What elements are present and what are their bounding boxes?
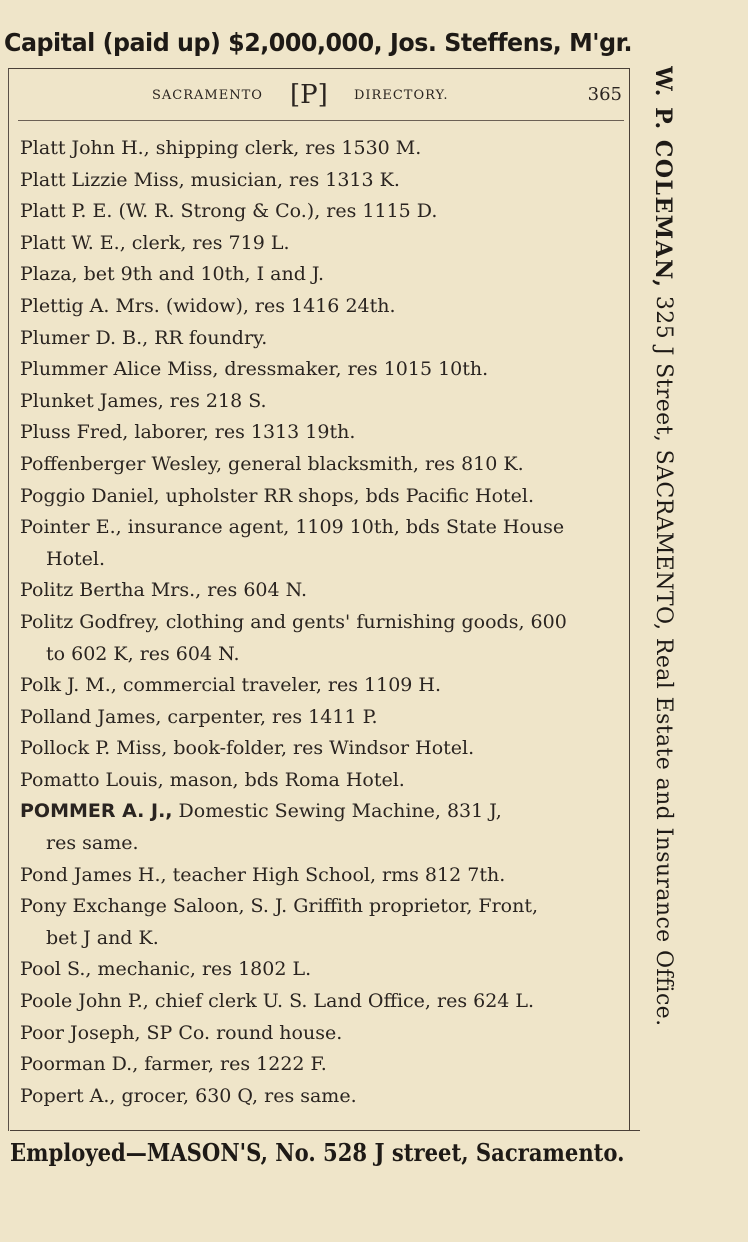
directory-entry (20, 417, 632, 449)
entry-text: Polland James, carpenter, res 1411 P. (20, 705, 378, 728)
entry-line (20, 327, 267, 349)
directory-entry (20, 386, 632, 418)
directory-entries (20, 133, 632, 1112)
entry-line (20, 516, 564, 538)
entry-text: Plaza, bet 9th and 10th, I and J. (20, 263, 325, 286)
entry-continuation: to 602 K, res 604 N. (46, 642, 240, 665)
directory-entry (20, 165, 632, 197)
entry-line (20, 864, 505, 886)
directory-entry (20, 354, 632, 386)
entry-line (20, 990, 534, 1012)
entry-text: Poor Joseph, SP Co. round house. (20, 1021, 343, 1044)
entry-text: Pluss Fred, laborer, res 1313 19th. (20, 421, 356, 444)
entry-text: Platt W. E., clerk, res 719 L. (20, 231, 290, 254)
entry-text: Pony Exchange Saloon, S. J. Griffith proprietor, Front, (20, 895, 539, 918)
entry-text: Poole John P., chief clerk U. S. Land Office, res 624 L. (20, 990, 535, 1013)
entry-text: Poggio Daniel, upholster RR shops, bds Pacific Hotel. (20, 484, 535, 507)
directory-entry (20, 1049, 632, 1081)
entry-line (20, 958, 311, 980)
entry-line (20, 295, 396, 317)
entry-line (20, 485, 534, 507)
entry-line (20, 769, 405, 791)
side-advertisement-text (650, 66, 676, 1026)
entry-text: Platt P. E. (W. R. Strong & Co.), res 1115 D. (20, 200, 438, 223)
directory-entry (20, 670, 632, 702)
page-number: 365 (587, 84, 622, 105)
directory-entry (20, 986, 632, 1018)
directory-entry (20, 323, 632, 355)
header-rule (18, 120, 624, 121)
directory-entry (20, 512, 632, 575)
entry-text: Pool S., mechanic, res 1802 L. (20, 958, 312, 981)
entry-line (20, 421, 355, 443)
entry-text: Pointer E., insurance agent, 1109 10th, bds State House (20, 516, 565, 539)
entry-line (20, 232, 290, 254)
directory-entry (20, 954, 632, 986)
entry-text: Politz Bertha Mrs., res 604 N. (20, 579, 308, 602)
entry-text: Politz Godfrey, clothing and gents' furnishing goods, 600 (20, 610, 567, 633)
running-head-directory: DIRECTORY. (354, 88, 449, 103)
entry-line (20, 453, 524, 475)
directory-entry (20, 765, 632, 797)
entry-line (20, 1085, 357, 1107)
entry-text: Popert A., grocer, 630 Q, res same. (20, 1084, 357, 1107)
entry-line (20, 169, 400, 191)
entry-text: Poffenberger Wesley, general blacksmith, res 810 K. (20, 452, 524, 475)
side-ad-rest: 325 J Street, SACRAMENTO, Real Estate and Insurance Office. (651, 288, 676, 1027)
entry-text: Domestic Sewing Machine, 831 J, (172, 800, 502, 823)
bottom-advertisement-banner: Employed—MASON'S, No. 528 J street, Sacramento. (10, 1138, 625, 1167)
directory-entry (20, 196, 632, 228)
directory-entry (20, 133, 632, 165)
entry-line (20, 737, 474, 759)
directory-entry (20, 291, 632, 323)
entry-line (20, 579, 307, 601)
directory-entry (20, 1081, 632, 1113)
side-advertisement (646, 66, 690, 1136)
entry-name: POMMER A. J., (20, 800, 173, 823)
entry-line (20, 800, 502, 822)
entry-text: Platt Lizzie Miss, musician, res 1313 K. (20, 168, 400, 191)
entry-line (20, 611, 567, 633)
entry-continuation: Hotel. (46, 547, 106, 570)
running-head-city: SACRAMENTO (152, 88, 263, 103)
directory-entry (20, 891, 632, 954)
directory-entry (20, 796, 632, 859)
directory-entry (20, 1018, 632, 1050)
entry-text: Plettig A. Mrs. (widow), res 1416 24th. (20, 294, 396, 317)
entry-line (20, 263, 324, 285)
entry-line (20, 1053, 327, 1075)
entry-line (20, 674, 441, 696)
directory-entry (20, 228, 632, 260)
directory-entry (20, 733, 632, 765)
running-head (8, 80, 628, 116)
directory-entry (20, 575, 632, 607)
entry-continuation: res same. (46, 832, 139, 855)
entry-line (20, 706, 378, 728)
entry-text: Plunket James, res 218 S. (20, 389, 267, 412)
top-advertisement-banner: Capital (paid up) $2,000,000, Jos. Steffens, M'gr. (4, 28, 633, 57)
running-head-section-letter: [P] (290, 80, 328, 110)
entry-text: Poorman D., farmer, res 1222 F. (20, 1053, 327, 1076)
directory-entry (20, 860, 632, 892)
entry-text: Pond James H., teacher High School, rms 812 7th. (20, 863, 506, 886)
directory-entry (20, 449, 632, 481)
entry-line (20, 1022, 342, 1044)
directory-entry (20, 607, 632, 670)
bottom-rule (10, 1130, 640, 1131)
side-ad-name: W. P. COLEMAN, (650, 66, 676, 289)
entry-text: Plumer D. B., RR foundry. (20, 326, 268, 349)
entry-text: Plummer Alice Miss, dressmaker, res 1015 10th. (20, 358, 489, 381)
entry-text: Platt John H., shipping clerk, res 1530 M. (20, 137, 422, 159)
entry-line (20, 137, 421, 159)
directory-entry (20, 702, 632, 734)
entry-text: Polk J. M., commercial traveler, res 1109 H. (20, 674, 442, 697)
entry-line (20, 895, 538, 917)
entry-continuation: bet J and K. (46, 926, 159, 949)
entry-line (20, 390, 267, 412)
entry-text: Pollock P. Miss, book-folder, res Windsor Hotel. (20, 737, 475, 760)
directory-entry (20, 481, 632, 513)
directory-entry (20, 259, 632, 291)
entry-line (20, 358, 488, 380)
entry-line (20, 200, 437, 222)
entry-text: Pomatto Louis, mason, bds Roma Hotel. (20, 768, 405, 791)
